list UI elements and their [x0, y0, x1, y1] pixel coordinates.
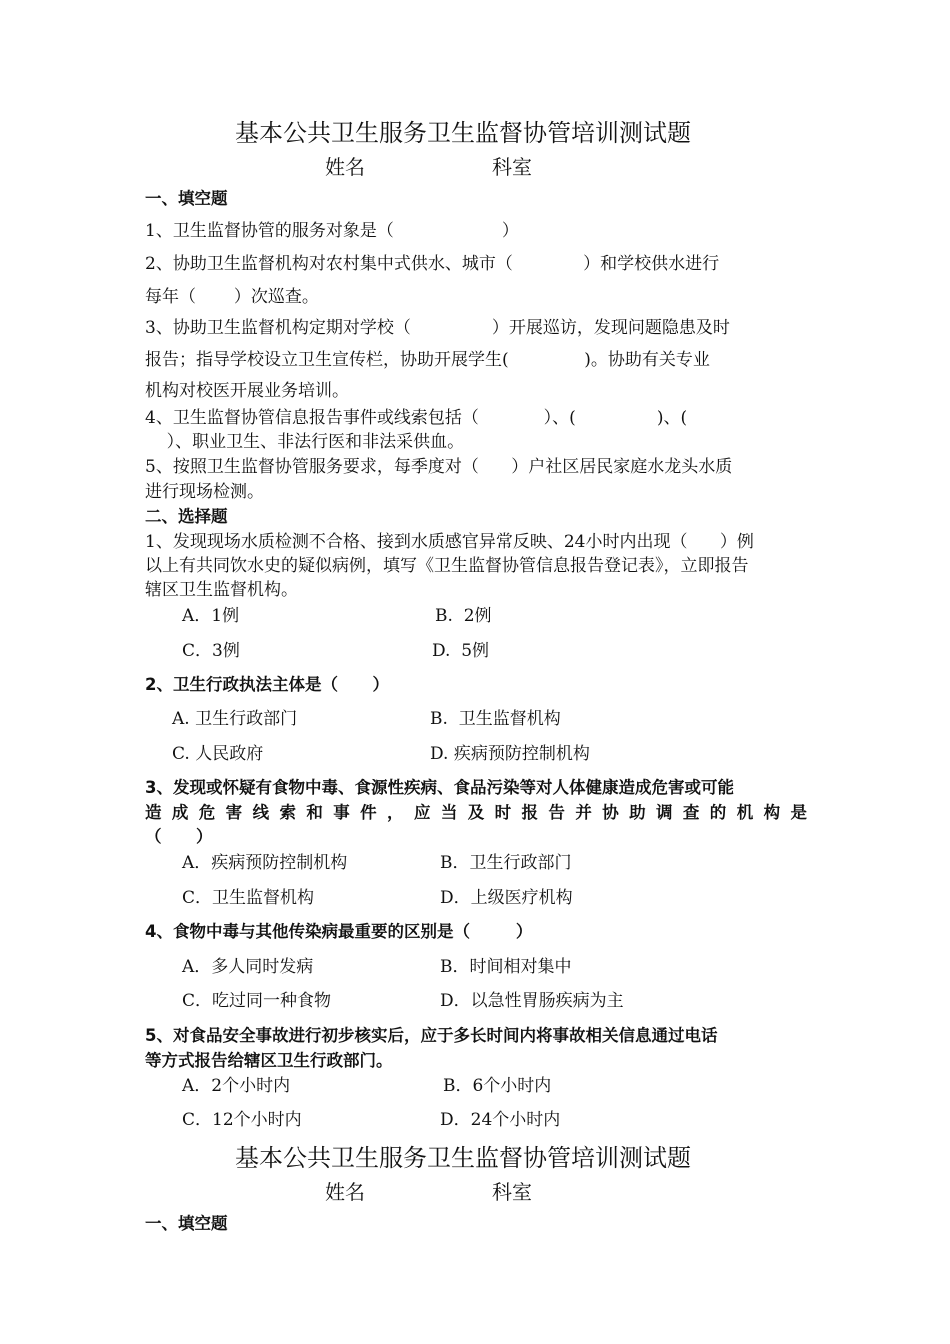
fill-question-3-line-1: 3、协助卫生监督机构定期对学校（ ）开展巡访，发现问题隐患及时 — [145, 318, 730, 338]
name-label: 姓名 — [325, 155, 365, 179]
choice-question-5-line-1: 5、对食品安全事故进行初步核实后，应于多长时间内将事故相关信息通过电话 — [145, 1026, 718, 1045]
repeat-name-label: 姓名 — [325, 1180, 365, 1204]
choice-1-option-b: B. 2例 — [435, 606, 492, 626]
dept-label: 科室 — [492, 155, 532, 179]
choice-question-3-line-1: 3、发现或怀疑有食物中毒、食源性疾病、食品污染等对人体健康造成危害或可能 — [145, 778, 734, 797]
fill-question-5-line-2: 进行现场检测。 — [145, 482, 264, 502]
choice-1-option-a: A．1例 — [182, 606, 240, 626]
choice-4-option-c: C．吃过同一种食物 — [182, 991, 332, 1011]
repeat-section-heading-fill: 一、填空题 — [145, 1214, 228, 1233]
choice-5-option-b: B．6个小时内 — [443, 1076, 552, 1096]
section-heading-fill: 一、填空题 — [145, 189, 228, 208]
choice-question-3-line-3: （ ） — [145, 827, 213, 846]
choice-4-option-b: B．时间相对集中 — [440, 957, 572, 977]
choice-question-1-line-3: 辖区卫生监督机构。 — [145, 580, 298, 600]
choice-2-option-d: D. 疾病预防控制机构 — [430, 744, 590, 764]
choice-5-option-c: C．12个小时内 — [182, 1110, 302, 1130]
repeat-page-title: 基本公共卫生服务卫生监督协管培训测试题 — [235, 1144, 691, 1172]
choice-2-option-c: C. 人民政府 — [172, 744, 264, 764]
choice-4-option-d: D．以急性胃肠疾病为主 — [440, 991, 624, 1011]
fill-question-2-line-1: 2、协助卫生监督机构对农村集中式供水、城市（ ）和学校供水进行 — [145, 254, 720, 274]
choice-question-3-line-2: 造成危害线索和事件，应当及时报告并协助调查的机构是 — [145, 803, 807, 822]
choice-question-1-line-2: 以上有共同饮水史的疑似病例，填写《卫生监督协管信息报告登记表》，立即报告 — [145, 556, 749, 576]
choice-5-option-d: D．24个小时内 — [440, 1110, 561, 1130]
choice-question-2: 2、卫生行政执法主体是（ ） — [145, 675, 389, 694]
choice-3-option-b: B．卫生行政部门 — [440, 853, 572, 873]
fill-question-4-line-1: 4、卫生监督协管信息报告事件或线索包括（ ）、( )、( — [145, 408, 688, 428]
choice-2-option-a: A. 卫生行政部门 — [172, 709, 298, 729]
choice-3-option-d: D．上级医疗机构 — [440, 888, 573, 908]
choice-3-option-a: A．疾病预防控制机构 — [182, 853, 348, 873]
page-title: 基本公共卫生服务卫生监督协管培训测试题 — [235, 119, 691, 147]
fill-question-3-line-3: 机构对校医开展业务培训。 — [145, 381, 349, 401]
choice-5-option-a: A．2个小时内 — [182, 1076, 291, 1096]
choice-1-option-c: C．3例 — [182, 641, 240, 661]
section-heading-choice: 二、选择题 — [145, 507, 228, 526]
choice-4-option-a: A．多人同时发病 — [182, 957, 314, 977]
choice-1-option-d: D. 5例 — [432, 641, 490, 661]
choice-question-5-line-2: 等方式报告给辖区卫生行政部门。 — [145, 1051, 393, 1070]
repeat-dept-label: 科室 — [492, 1180, 532, 1204]
fill-question-2-line-2: 每年（ ）次巡查。 — [145, 287, 319, 307]
choice-3-option-c: C．卫生监督机构 — [182, 888, 315, 908]
fill-question-4-line-2: ）、职业卫生、非法行医和非法采供血。 — [145, 432, 465, 452]
fill-question-5-line-1: 5、按照卫生监督协管服务要求，每季度对（ ）户社区居民家庭水龙头水质 — [145, 457, 733, 477]
choice-question-1-line-1: 1、发现现场水质检测不合格、接到水质感官异常反映、24小时内出现（ ）例 — [145, 532, 754, 552]
fill-question-1: 1、卫生监督协管的服务对象是（ ） — [145, 221, 519, 241]
choice-2-option-b: B. 卫生监督机构 — [430, 709, 561, 729]
fill-question-3-line-2: 报告；指导学校设立卫生宣传栏，协助开展学生( )。协助有关专业 — [145, 350, 710, 370]
choice-question-4: 4、食物中毒与其他传染病最重要的区别是（ ） — [145, 922, 533, 941]
